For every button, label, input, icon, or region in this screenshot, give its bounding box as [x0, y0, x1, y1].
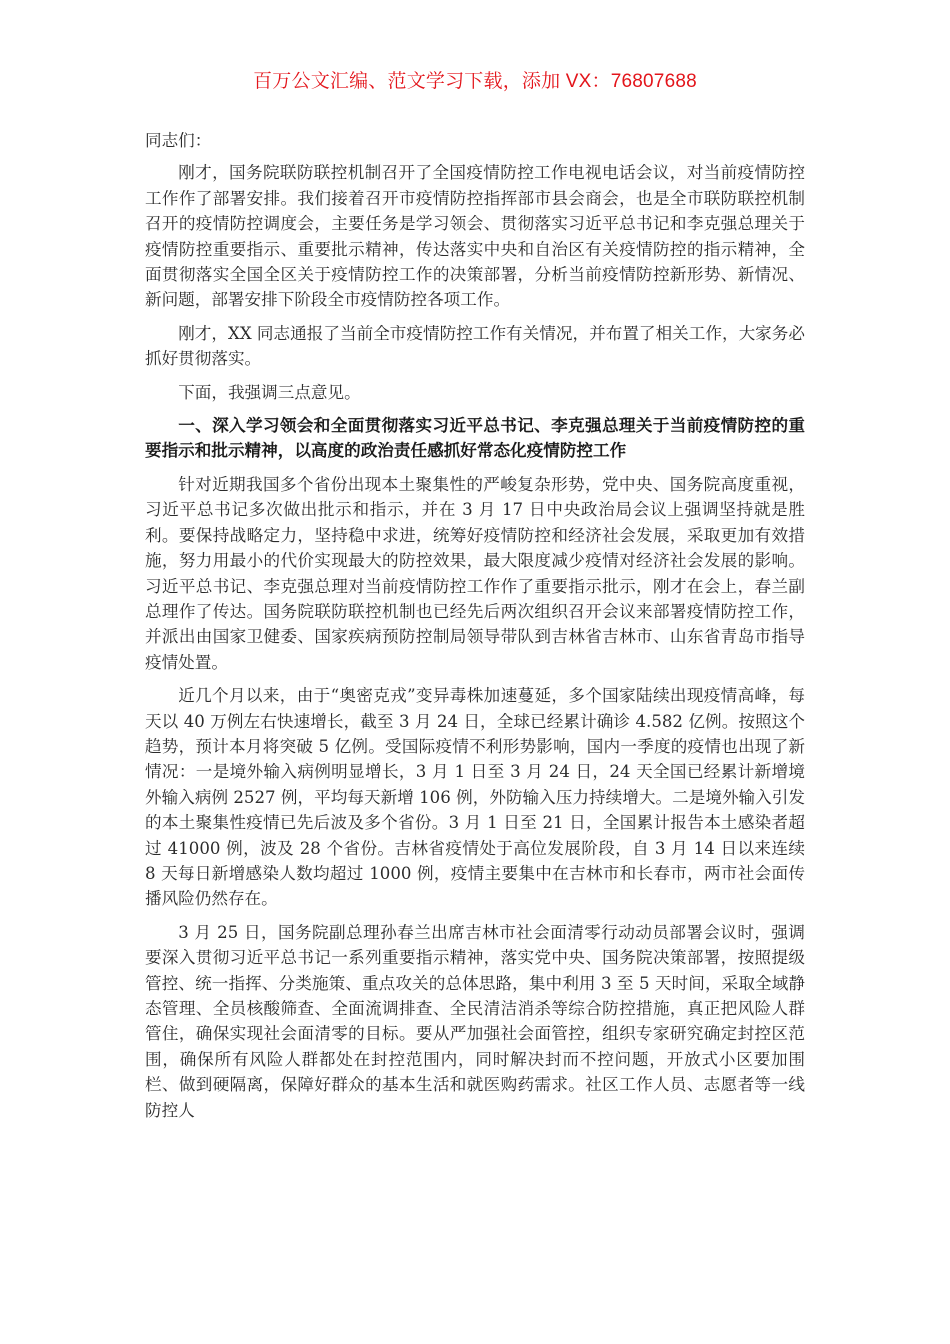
paragraph-section1-1: 针对近期我国多个省份出现本土聚集性的严峻复杂形势，党中央、国务院高度重视，习近平总书记多次做出批示和指示，并在 3 月 17 日中央政治局会议上强调坚持就是胜利。要保持战略定力，坚持稳中求进，统筹好疫情防控和经济社会发展，采取更加有效措施，努力用最小的代价实现最大的防控效果，最大限度减少疫情对经济社会发展的影响。习近平总书记、李克强总理对当前疫情防控工作作了重要指示批示，刚才在会上，春兰副总理作了传达。国务院联防联控机制也已经先后两次组织召开会议来部署疫情防控工作，并派出由国家卫健委、国家疾病预防控制局领导带队到吉林省吉林市、山东省青岛市指导疫情处置。 — [145, 474, 805, 672]
document-body — [145, 128, 805, 1131]
salutation: 同志们： — [145, 131, 212, 150]
paragraph-section1-3: 3 月 25 日，国务院副总理孙春兰出席吉林市社会面清零行动动员部署会议时，强调要深入贯彻习近平总书记一系列重要指示精神，落实党中央、国务院决策部署，按照提级管控、统一指挥、分类施策、重点攻关的总体思路，集中利用 3 至 5 天时间，采取全域静态管理、全员核酸筛查、全面流调排查、全民清洁消杀等综合防控措施，真正把风险人群管住，确保实现社会面清零的目标。要从严加强社会面管控，组织专家研究确定封控区范围，确保所有风险人群都处在封控范围内，同时解决封而不控问题，开放式小区要加围栏、做到硬隔离，保障好群众的基本生活和就医购药需求。社区工作人员、志愿者等一线防控人 — [145, 922, 805, 1120]
section-heading-1: 一、深入学习领会和全面贯彻落实习近平总书记、李克强总理关于当前疫情防控的重要指示和批示精神，以高度的政治责任感抓好常态化疫情防控工作 — [145, 415, 805, 461]
watermark-banner: 百万公文汇编、范文学习下载，添加 VX：76807688 — [253, 71, 697, 92]
paragraph-report: 刚才，XX 同志通报了当前全市疫情防控工作有关情况，并布置了相关工作，大家务必抓好贯彻落实。 — [145, 323, 805, 369]
paragraph-transition: 下面，我强调三点意见。 — [178, 382, 361, 402]
paragraph-intro: 刚才，国务院联防联控机制召开了全国疫情防控工作电视电话会议，对当前疫情防控工作作了部署安排。我们接着召开市疫情防控指挥部市县会商会，也是全市联防联控机制召开的疫情防控调度会，主要任务是学习领会、贯彻落实习近平总书记和李克强总理关于疫情防控重要指示、重要批示精神，传达落实中央和自治区有关疫情防控的指示精神，全面贯彻落实全国全区关于疫情防控工作的决策部署，分析当前疫情防控新形势、新情况、新问题，部署安排下阶段全市疫情防控各项工作。 — [145, 163, 805, 310]
paragraph-section1-2: 近几个月以来，由于“奥密克戎”变异毒株加速蔓延，多个国家陆续出现疫情高峰，每天以 40 万例左右快速增长，截至 3 月 24 日，全球已经累计确诊 4.582 亿例。按照这个趋势，预计本月将突破 5 亿例。受国际疫情不利形势影响，国内一季度的疫情也出现了新情况：一是境外输入病例明显增长，3 月 1 日至 3 月 24 日，24 天全国已经累计新增境外输入病例 2527 例，平均每天新增 106 例，外防输入压力持续增大。二是境外输入引发的本土聚集性疫情已先后波及多个省份。3 月 1 日至 21 日，全国累计报告本土感染者超过 41000 例，波及 28 个省份。吉林省疫情处于高位发展阶段，自 3 月 14 日以来连续 8 天每日新增感染人数均超过 1000 例，疫情主要集中在吉林市和长春市，两市社会面传播风险仍然存在。 — [145, 686, 805, 909]
